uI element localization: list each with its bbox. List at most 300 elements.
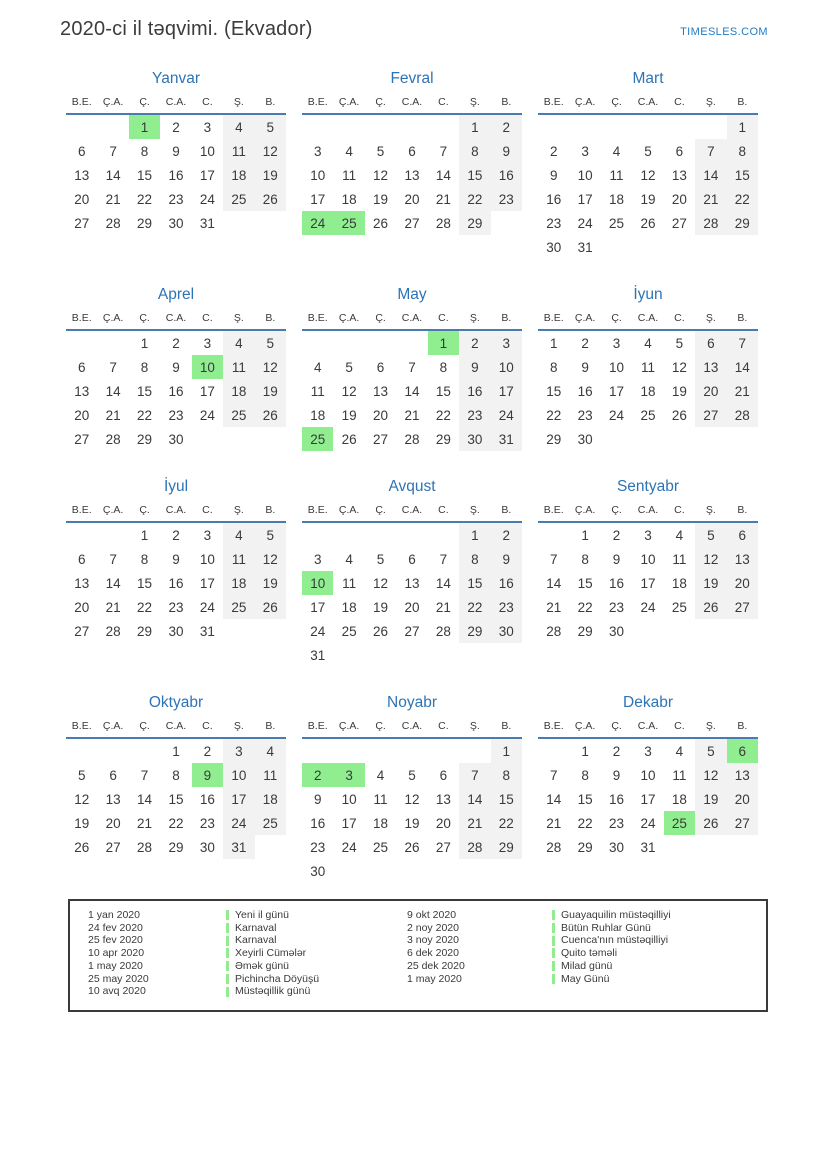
legend-holiday-name <box>226 947 407 960</box>
legend-box <box>68 899 768 1012</box>
day-cell: 14 <box>435 575 451 591</box>
day-cell: 7 <box>459 763 490 787</box>
day-cell: 5 <box>255 331 286 355</box>
legend-date: 25 fev 2020 <box>88 934 143 947</box>
weekday-header: Ç. <box>375 312 386 324</box>
day-cell: 7 <box>109 359 117 375</box>
legend-holiday-name <box>552 947 766 960</box>
day-cell: 9 <box>491 139 522 163</box>
day-cell: 19 <box>341 407 357 423</box>
days-grid <box>538 523 758 643</box>
day-cell: 29 <box>459 619 490 643</box>
day-cell: 25 <box>223 403 254 427</box>
day-cell: 29 <box>577 623 593 639</box>
day-cell: 28 <box>105 215 121 231</box>
weekday-header-row <box>538 91 758 115</box>
day-cell: 15 <box>137 167 153 183</box>
day-cell: 19 <box>404 815 420 831</box>
day-cell: 16 <box>546 191 562 207</box>
day-cell: 13 <box>105 791 121 807</box>
day-cell: 28 <box>435 623 451 639</box>
day-cell: 3 <box>203 119 212 135</box>
day-cell: 22 <box>435 407 451 423</box>
day-cell: 21 <box>546 815 562 831</box>
holiday-marker-bar <box>552 961 555 971</box>
day-cell: 16 <box>609 575 625 591</box>
day-cell: 18 <box>223 163 254 187</box>
day-cell: 14 <box>546 575 562 591</box>
day-cell: 31 <box>310 647 326 663</box>
empty-cell <box>365 523 396 547</box>
month-title[interactable]: Mart <box>632 70 664 87</box>
day-cell: 7 <box>109 551 117 567</box>
day-cell: 4 <box>612 143 621 159</box>
day-cell: 7 <box>549 551 558 567</box>
day-cell: 28 <box>404 431 420 447</box>
day-cell: 27 <box>105 839 121 855</box>
holiday-day-cell: 2 <box>302 763 333 787</box>
day-cell: 10 <box>199 143 215 159</box>
day-cell: 14 <box>105 575 121 591</box>
day-cell: 17 <box>640 791 656 807</box>
holiday-day-cell: 10 <box>302 571 333 595</box>
day-cell: 16 <box>491 163 522 187</box>
holiday-marker-bar <box>552 974 555 984</box>
day-cell: 13 <box>727 763 758 787</box>
day-cell: 10 <box>199 551 215 567</box>
legend-names-column <box>552 909 766 998</box>
day-cell: 15 <box>727 163 758 187</box>
day-cell: 23 <box>491 595 522 619</box>
weekday-header: C.A. <box>401 96 423 108</box>
month-block-sentyabr <box>538 477 758 643</box>
day-cell: 26 <box>255 403 286 427</box>
weekday-header: Ş. <box>705 720 716 732</box>
day-cell: 31 <box>223 835 254 859</box>
day-cell: 4 <box>345 551 353 567</box>
day-cell: 14 <box>435 167 451 183</box>
weekday-header: C. <box>674 312 685 324</box>
day-cell: 29 <box>491 835 522 859</box>
month-title[interactable]: Avqust <box>388 478 436 495</box>
day-cell: 22 <box>491 811 522 835</box>
legend-holiday-label: Müstəqillik günü <box>235 985 311 998</box>
day-cell: 6 <box>727 523 758 547</box>
day-cell: 29 <box>577 839 593 855</box>
day-cell: 23 <box>577 407 593 423</box>
day-cell: 9 <box>549 167 558 183</box>
day-cell: 7 <box>408 359 416 375</box>
day-cell: 27 <box>373 431 389 447</box>
month-block-oktyabr <box>66 693 286 859</box>
day-cell: 27 <box>404 623 420 639</box>
month-title[interactable]: Yanvar <box>152 70 200 87</box>
weekday-header: Ç.A. <box>102 720 124 732</box>
day-cell: 2 <box>491 115 522 139</box>
day-cell: 28 <box>546 839 562 855</box>
holiday-marker-bar <box>226 910 229 920</box>
weekday-header: Ç.A. <box>338 720 360 732</box>
day-cell: 14 <box>105 383 121 399</box>
weekday-header: B. <box>501 312 512 324</box>
day-cell: 23 <box>491 187 522 211</box>
day-cell: 10 <box>310 167 326 183</box>
day-cell: 14 <box>546 791 562 807</box>
legend-date: 3 noy 2020 <box>407 934 459 947</box>
weekday-header: B. <box>265 96 276 108</box>
day-cell: 26 <box>671 407 687 423</box>
holiday-marker-bar <box>552 948 555 958</box>
month-title[interactable]: İyun <box>633 286 663 303</box>
day-cell: 6 <box>77 143 86 159</box>
day-cell: 21 <box>546 599 562 615</box>
weekday-header-row <box>66 307 286 331</box>
holiday-marker-bar <box>552 910 555 920</box>
day-cell: 19 <box>373 191 389 207</box>
day-cell: 14 <box>404 383 420 399</box>
legend-date: 10 avq 2020 <box>88 985 146 998</box>
empty-cell <box>538 115 569 139</box>
day-cell: 17 <box>341 815 357 831</box>
day-cell: 11 <box>672 551 687 567</box>
days-grid <box>538 739 758 859</box>
month-title[interactable]: May <box>397 286 427 303</box>
weekday-header: Ç.A. <box>102 504 124 516</box>
day-cell: 23 <box>310 839 326 855</box>
day-cell: 26 <box>640 215 656 231</box>
empty-cell <box>302 331 333 355</box>
month-title[interactable]: Dekabr <box>623 694 673 711</box>
day-cell: 3 <box>313 551 322 567</box>
empty-cell <box>302 739 333 763</box>
day-cell: 26 <box>373 623 389 639</box>
day-cell: 11 <box>640 359 655 375</box>
legend-holiday-label: Quito təməli <box>561 947 618 960</box>
day-cell: 28 <box>105 431 121 447</box>
legend-holiday-name <box>552 960 766 973</box>
month-block-may <box>302 285 522 451</box>
day-cell: 18 <box>671 575 687 591</box>
legend-date: 25 dek 2020 <box>407 959 465 972</box>
day-cell: 3 <box>223 739 254 763</box>
day-cell: 24 <box>310 623 326 639</box>
day-cell: 28 <box>695 211 726 235</box>
weekday-header: C. <box>674 96 685 108</box>
empty-cell <box>396 739 427 763</box>
weekday-header: Ç. <box>375 504 386 516</box>
empty-cell <box>333 115 364 139</box>
day-cell: 21 <box>695 187 726 211</box>
day-cell: 11 <box>310 383 325 399</box>
day-cell: 1 <box>459 523 490 547</box>
day-cell: 22 <box>459 595 490 619</box>
empty-cell <box>333 523 364 547</box>
day-cell: 7 <box>695 139 726 163</box>
day-cell: 12 <box>695 547 726 571</box>
day-cell: 23 <box>168 191 184 207</box>
day-cell: 15 <box>459 163 490 187</box>
day-cell: 12 <box>255 139 286 163</box>
day-cell: 15 <box>435 383 451 399</box>
day-cell: 23 <box>168 599 184 615</box>
day-cell: 1 <box>172 743 180 759</box>
legend-holiday-name <box>552 922 766 935</box>
day-cell: 13 <box>74 167 90 183</box>
weekday-header: C. <box>674 504 685 516</box>
day-cell: 8 <box>459 547 490 571</box>
weekday-header: C. <box>202 312 213 324</box>
day-cell: 9 <box>313 791 322 807</box>
day-cell: 6 <box>408 551 416 567</box>
day-cell: 26 <box>404 839 420 855</box>
holiday-day-cell: 24 <box>302 211 333 235</box>
empty-cell <box>302 115 333 139</box>
day-cell: 18 <box>671 791 687 807</box>
day-cell: 20 <box>105 815 121 831</box>
weekday-header: Ş. <box>705 96 716 108</box>
day-cell: 26 <box>255 595 286 619</box>
weekday-header: B.E. <box>543 720 564 732</box>
weekday-header: C.A. <box>165 504 187 516</box>
day-cell: 27 <box>727 595 758 619</box>
day-cell: 18 <box>341 599 357 615</box>
day-cell: 23 <box>609 815 625 831</box>
day-cell: 20 <box>373 407 389 423</box>
holiday-marker-bar <box>552 936 555 946</box>
day-cell: 19 <box>695 571 726 595</box>
weekday-header: B. <box>737 312 748 324</box>
holiday-day-cell: 3 <box>333 763 364 787</box>
weekday-header: Ç.A. <box>102 312 124 324</box>
day-cell: 28 <box>459 835 490 859</box>
day-cell: 8 <box>727 139 758 163</box>
legend-holiday-name <box>552 973 766 986</box>
day-cell: 4 <box>313 359 322 375</box>
day-cell: 17 <box>640 575 656 591</box>
day-cell: 20 <box>727 571 758 595</box>
day-cell: 17 <box>609 383 625 399</box>
day-cell: 24 <box>491 403 522 427</box>
weekday-header: B. <box>737 96 748 108</box>
day-cell: 5 <box>695 739 726 763</box>
site-link[interactable]: TIMESLES.COM <box>680 26 768 38</box>
day-cell: 16 <box>459 379 490 403</box>
holiday-marker-bar <box>226 948 229 958</box>
day-cell: 12 <box>255 547 286 571</box>
day-cell: 12 <box>671 359 687 375</box>
day-cell: 17 <box>199 575 215 591</box>
day-cell: 1 <box>727 115 758 139</box>
day-cell: 2 <box>549 143 558 159</box>
weekday-header-row <box>66 715 286 739</box>
legend-names-column <box>226 909 407 998</box>
day-cell: 21 <box>435 191 451 207</box>
holiday-day-cell: 25 <box>302 427 333 451</box>
weekday-header: Ş. <box>705 312 716 324</box>
day-cell: 7 <box>727 331 758 355</box>
day-cell: 31 <box>199 215 215 231</box>
month-block-i̇yul <box>66 477 286 643</box>
empty-cell <box>396 331 427 355</box>
empty-cell <box>538 523 569 547</box>
day-cell: 2 <box>172 119 180 135</box>
day-cell: 9 <box>491 547 522 571</box>
day-cell: 5 <box>376 143 385 159</box>
month-title[interactable]: Noyabr <box>387 694 437 711</box>
weekday-header: C. <box>438 504 449 516</box>
day-cell: 28 <box>546 623 562 639</box>
day-cell: 16 <box>168 383 184 399</box>
month-title[interactable]: Oktyabr <box>148 694 204 711</box>
day-cell: 24 <box>640 599 656 615</box>
day-cell: 5 <box>644 143 652 159</box>
day-cell: 20 <box>404 191 420 207</box>
legend-holiday-label: Yeni il günü <box>235 909 289 921</box>
day-cell: 28 <box>727 403 758 427</box>
holiday-marker-bar <box>226 961 229 971</box>
day-cell: 30 <box>168 623 184 639</box>
days-grid <box>66 523 286 643</box>
day-cell: 23 <box>168 407 184 423</box>
empty-cell <box>97 115 128 139</box>
empty-cell <box>632 115 663 139</box>
days-grid <box>302 115 522 235</box>
day-cell: 2 <box>581 335 589 351</box>
weekday-header: Ç. <box>611 312 622 324</box>
day-cell: 19 <box>255 163 286 187</box>
day-cell: 8 <box>172 767 180 783</box>
day-cell: 17 <box>577 191 593 207</box>
legend-date: 2 noy 2020 <box>407 921 459 934</box>
weekday-header: Ş. <box>233 504 244 516</box>
weekday-header: Ş. <box>469 720 480 732</box>
day-cell: 1 <box>140 335 149 351</box>
legend-holiday-name <box>552 909 766 922</box>
weekday-header-row <box>302 499 522 523</box>
day-cell: 3 <box>203 527 212 543</box>
weekday-header: Ç. <box>375 720 386 732</box>
weekday-header: Ş. <box>233 312 244 324</box>
day-cell: 31 <box>577 239 593 255</box>
day-cell: 16 <box>199 791 215 807</box>
day-cell: 4 <box>376 767 385 783</box>
day-cell: 22 <box>577 599 593 615</box>
weekday-header: C. <box>202 96 213 108</box>
day-cell: 19 <box>671 383 687 399</box>
day-cell: 3 <box>581 143 589 159</box>
day-cell: 24 <box>199 599 215 615</box>
day-cell: 24 <box>609 407 625 423</box>
empty-cell <box>428 523 459 547</box>
day-cell: 25 <box>223 187 254 211</box>
day-cell: 5 <box>675 335 684 351</box>
weekday-header: B.E. <box>307 96 328 108</box>
day-cell: 7 <box>439 143 448 159</box>
weekday-header: Ç.A. <box>338 312 360 324</box>
day-cell: 15 <box>137 575 153 591</box>
holiday-day-cell: 25 <box>333 211 364 235</box>
day-cell: 26 <box>373 215 389 231</box>
day-cell: 14 <box>137 791 153 807</box>
month-title[interactable]: Aprel <box>157 286 195 303</box>
legend-date: 1 may 2020 <box>88 959 143 972</box>
day-cell: 8 <box>549 359 558 375</box>
day-cell: 24 <box>199 407 215 423</box>
day-cell: 8 <box>140 143 149 159</box>
day-cell: 27 <box>727 811 758 835</box>
day-cell: 6 <box>695 331 726 355</box>
weekday-header-row <box>302 307 522 331</box>
day-cell: 23 <box>609 599 625 615</box>
month-block-yanvar <box>66 69 286 235</box>
day-cell: 4 <box>223 523 254 547</box>
day-cell: 18 <box>255 787 286 811</box>
month-title[interactable]: Sentyabr <box>616 478 680 495</box>
day-cell: 21 <box>435 599 451 615</box>
day-cell: 2 <box>172 335 180 351</box>
day-cell: 13 <box>671 167 687 183</box>
legend-holiday-label: Bütün Ruhlar Günü <box>561 921 651 934</box>
day-cell: 19 <box>695 787 726 811</box>
day-cell: 22 <box>137 191 153 207</box>
legend-holiday-name <box>552 934 766 947</box>
days-grid <box>538 331 758 451</box>
day-cell: 8 <box>140 551 149 567</box>
day-cell: 18 <box>223 379 254 403</box>
weekday-header: Ş. <box>705 504 716 516</box>
day-cell: 24 <box>640 815 656 831</box>
holiday-day-cell: 1 <box>428 331 459 355</box>
empty-cell <box>97 739 128 763</box>
empty-cell <box>428 739 459 763</box>
legend-dates-column <box>407 909 552 998</box>
day-cell: 6 <box>77 359 86 375</box>
day-cell: 8 <box>581 767 589 783</box>
day-cell: 17 <box>199 167 215 183</box>
days-grid <box>66 739 286 859</box>
weekday-header-row <box>302 715 522 739</box>
legend-dates-column <box>88 909 226 998</box>
holiday-day-cell: 6 <box>727 739 758 763</box>
weekday-header: C. <box>202 720 213 732</box>
day-cell: 22 <box>727 187 758 211</box>
weekday-header: C.A. <box>165 720 187 732</box>
weekday-header: Ş. <box>233 720 244 732</box>
day-cell: 5 <box>345 359 353 375</box>
day-cell: 30 <box>310 863 326 879</box>
legend-holiday-label: Milad günü <box>561 959 613 972</box>
empty-cell <box>664 115 695 139</box>
day-cell: 8 <box>140 359 149 375</box>
empty-cell <box>302 523 333 547</box>
weekday-header: B. <box>737 504 748 516</box>
day-cell: 10 <box>341 791 357 807</box>
empty-cell <box>66 739 97 763</box>
empty-cell <box>459 739 490 763</box>
day-cell: 25 <box>640 407 656 423</box>
weekday-header: C.A. <box>401 720 423 732</box>
month-title[interactable]: Fevral <box>390 70 434 87</box>
day-cell: 9 <box>172 551 180 567</box>
day-cell: 8 <box>459 139 490 163</box>
day-cell: 6 <box>376 359 385 375</box>
month-title[interactable]: İyul <box>163 478 189 495</box>
weekday-header-row <box>66 499 286 523</box>
holiday-marker-bar <box>226 974 229 984</box>
holiday-day-cell: 9 <box>192 763 223 787</box>
day-cell: 25 <box>373 839 389 855</box>
day-cell: 1 <box>459 115 490 139</box>
